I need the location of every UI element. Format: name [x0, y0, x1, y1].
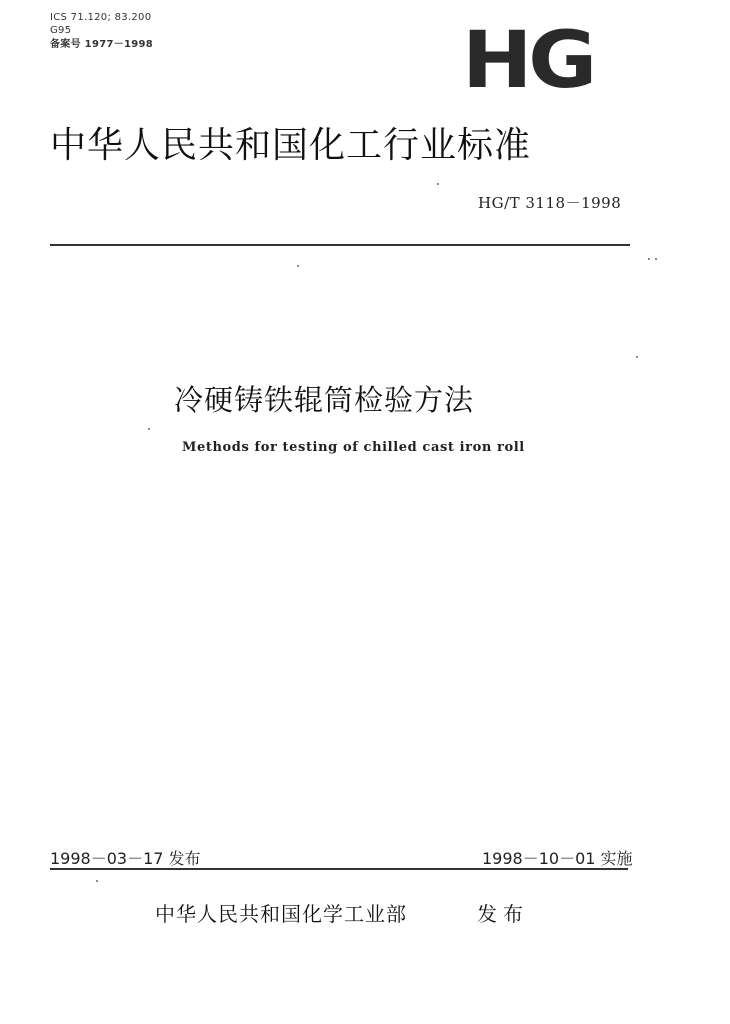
standard-number: HG/T 3118－1998: [478, 194, 622, 212]
ccs-code: G95: [50, 25, 72, 36]
bottom-divider: [50, 868, 628, 870]
record-number: 备案号 1977－1998: [50, 39, 154, 50]
issue-date: 1998－03－17 发布: [50, 849, 201, 868]
scan-speck: [96, 880, 98, 882]
document-title-cn: 冷硬铸铁辊筒检验方法: [174, 383, 475, 417]
standard-org-title: 中华人民共和国化工行业标准: [50, 125, 532, 166]
issuer-action: 发布: [477, 902, 529, 926]
scan-speck: [636, 356, 638, 358]
scan-speck: [648, 258, 650, 260]
implementation-date: 1998－10－01 实施: [482, 849, 633, 868]
scan-speck: [148, 428, 150, 430]
hg-logo: HG: [462, 16, 594, 106]
ics-code: ICS 71.120; 83.200: [50, 12, 152, 23]
scan-speck: [655, 258, 657, 260]
document-title-en: Methods for testing of chilled cast iron roll: [182, 440, 525, 455]
scan-speck: [297, 265, 299, 267]
top-divider: [50, 244, 630, 246]
scan-speck: [437, 183, 439, 185]
issuer-name: 中华人民共和国化学工业部: [155, 902, 407, 926]
